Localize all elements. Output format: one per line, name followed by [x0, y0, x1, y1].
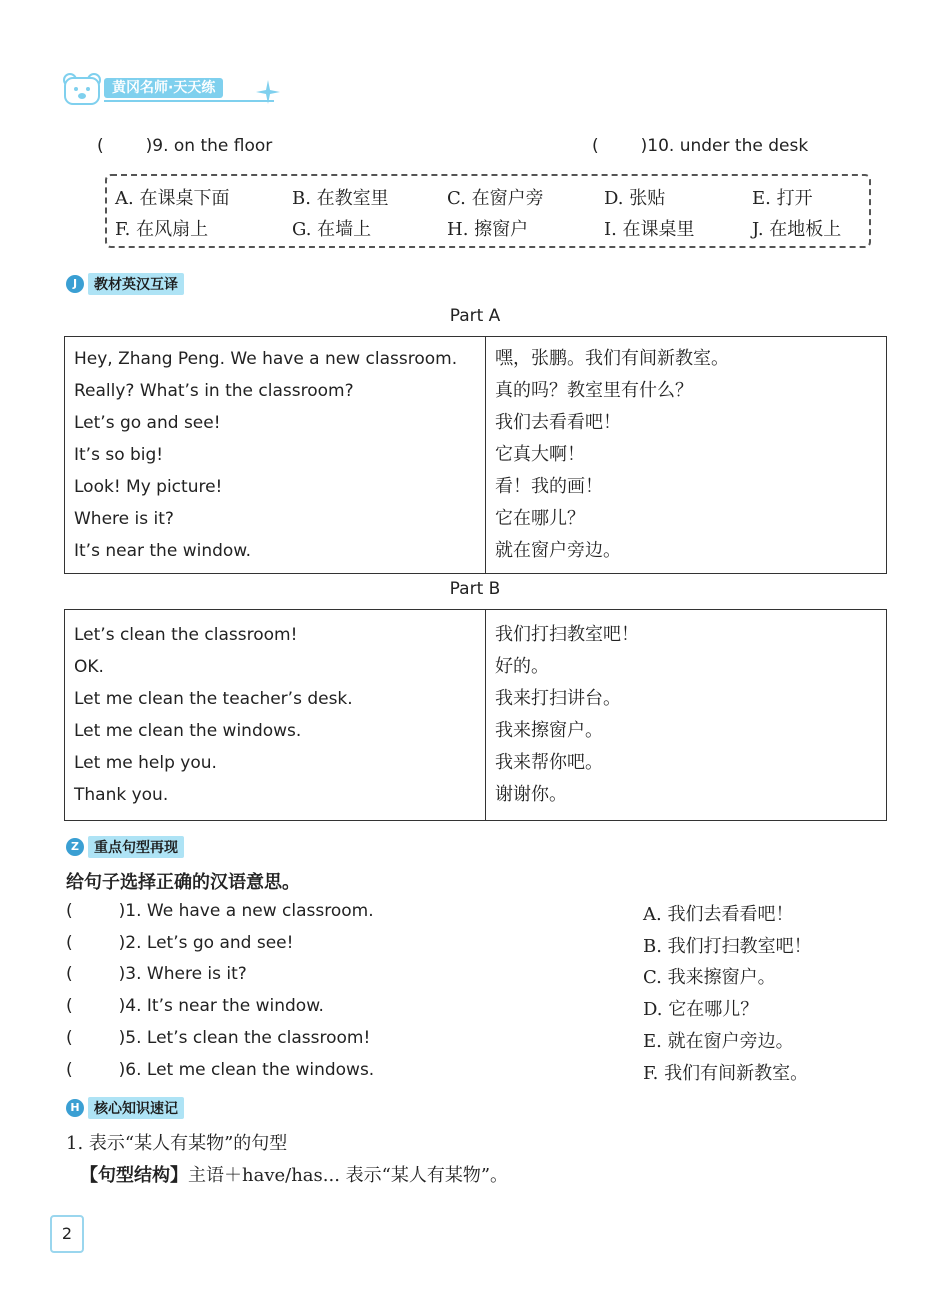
dialog-line-en: It’s so big! [74, 445, 164, 465]
answer-paren[interactable]: ( [66, 1060, 73, 1080]
dialog-line-en: Let’s go and see! [74, 413, 221, 433]
structure-text: 主语＋have/has... 表示“某人有某物”。 [188, 1165, 509, 1186]
dialog-line-zh: 我们去看看吧！ [495, 412, 621, 433]
option-j: J. 在地板上 [752, 219, 842, 240]
dialog-line-zh: 我来帮你吧。 [495, 752, 603, 773]
dialog-line-en: Really? What’s in the classroom? [74, 381, 354, 401]
page-number: 2 [50, 1215, 84, 1253]
options-box [105, 174, 871, 248]
dialog-line-en: OK. [74, 657, 104, 677]
answer-paren[interactable]: ( [97, 136, 104, 156]
part-b-title: Part B [449, 579, 501, 599]
option-i: I. 在课桌里 [604, 219, 695, 240]
question-2: ( )2. Let’s go and see! [66, 933, 294, 953]
question-5: ( )5. Let’s clean the classroom! [66, 1028, 371, 1048]
question-3: ( )3. Where is it? [66, 964, 247, 984]
dialog-line-zh: 我来打扫讲台。 [495, 688, 621, 709]
option-d: D. 张贴 [604, 188, 666, 209]
question-1: ( )1. We have a new classroom. [66, 901, 374, 921]
option-g: G. 在墙上 [292, 219, 372, 240]
answer-option-d: D. 它在哪儿？ [643, 999, 759, 1020]
dialog-line-en: Let’s clean the classroom! [74, 625, 298, 645]
part-b-table [64, 609, 887, 821]
item-number: )10. [640, 136, 675, 156]
answer-paren[interactable]: ( [66, 996, 73, 1016]
dialog-line-zh: 真的吗？教室里有什么？ [495, 380, 693, 401]
header-underline [104, 100, 274, 102]
option-e: E. 打开 [752, 188, 813, 209]
exercise-instruction: 给句子选择正确的汉语意思。 [66, 872, 300, 893]
answer-paren[interactable]: ( [66, 1028, 73, 1048]
dialog-line-zh: 嘿，张鹏。我们有间新教室。 [495, 348, 729, 369]
dialog-line-en: Let me clean the teacher’s desk. [74, 689, 353, 709]
dialog-line-en: Let me clean the windows. [74, 721, 302, 741]
answer-paren[interactable]: ( [66, 933, 73, 953]
section-translate-tag [66, 273, 184, 295]
structure-label: 【句型结构】 [80, 1165, 188, 1186]
dialog-line-en: Let me help you. [74, 753, 217, 773]
matching-item-9 [97, 136, 272, 156]
section-key-sentences-tag [66, 836, 184, 858]
matching-item-10 [592, 136, 808, 156]
dialog-line-en: It’s near the window. [74, 541, 252, 561]
core-structure [80, 1161, 508, 1187]
sparkle-icon [256, 80, 280, 104]
answer-option-b: B. 我们打扫教室吧！ [643, 936, 812, 957]
dialog-line-zh: 看！我的画！ [495, 476, 603, 497]
answer-paren[interactable]: ( [66, 901, 73, 921]
dialog-line-zh: 它在哪儿？ [495, 508, 585, 529]
answer-paren[interactable]: ( [66, 964, 73, 984]
item-text: on the floor [173, 136, 273, 156]
part-a-table [64, 336, 887, 574]
part-a-title: Part A [449, 306, 501, 326]
option-a: A. 在课桌下面 [115, 188, 230, 209]
section-label: 教材英汉互译 [88, 273, 184, 295]
answer-paren[interactable]: ( [592, 136, 599, 156]
option-f: F. 在风扇上 [115, 219, 209, 240]
dialog-line-en: Thank you. [74, 785, 169, 805]
dialog-line-en: Look! My picture! [74, 477, 223, 497]
header-title: 黄冈名师·天天练 [104, 78, 223, 98]
question-4: ( )4. It’s near the window. [66, 996, 324, 1016]
core-point-1: 1. 表示“某人有某物”的句型 [66, 1133, 288, 1154]
option-c: C. 在窗户旁 [447, 188, 544, 209]
answer-option-c: C. 我来擦窗户。 [643, 967, 776, 988]
dialog-line-zh: 谢谢你。 [495, 784, 567, 805]
section-label: 重点句型再现 [88, 836, 184, 858]
dialog-line-zh: 它真大啊！ [495, 444, 585, 465]
item-text: under the desk [679, 136, 809, 156]
section-badge: Z [66, 838, 84, 856]
option-h: H. 擦窗户 [447, 219, 529, 240]
dialog-line-zh: 好的。 [495, 656, 549, 677]
dialog-line-en: Where is it? [74, 509, 174, 529]
dialog-line-zh: 我来擦窗户。 [495, 720, 603, 741]
bear-icon [62, 72, 102, 106]
option-b: B. 在教室里 [292, 188, 389, 209]
section-badge: H [66, 1099, 84, 1117]
dialog-line-zh: 我们打扫教室吧！ [495, 624, 639, 645]
dialog-line-zh: 就在窗户旁边。 [495, 540, 621, 561]
section-badge: J [66, 275, 84, 293]
answer-option-f: F. 我们有间新教室。 [643, 1063, 809, 1084]
answer-option-a: A. 我们去看看吧！ [643, 904, 794, 925]
section-label: 核心知识速记 [88, 1097, 184, 1119]
question-6: ( )6. Let me clean the windows. [66, 1060, 375, 1080]
item-number: )9. [145, 136, 169, 156]
answer-option-e: E. 就在窗户旁边。 [643, 1031, 794, 1052]
dialog-line-en: Hey, Zhang Peng. We have a new classroom. [74, 349, 458, 369]
section-core-tag [66, 1097, 184, 1119]
